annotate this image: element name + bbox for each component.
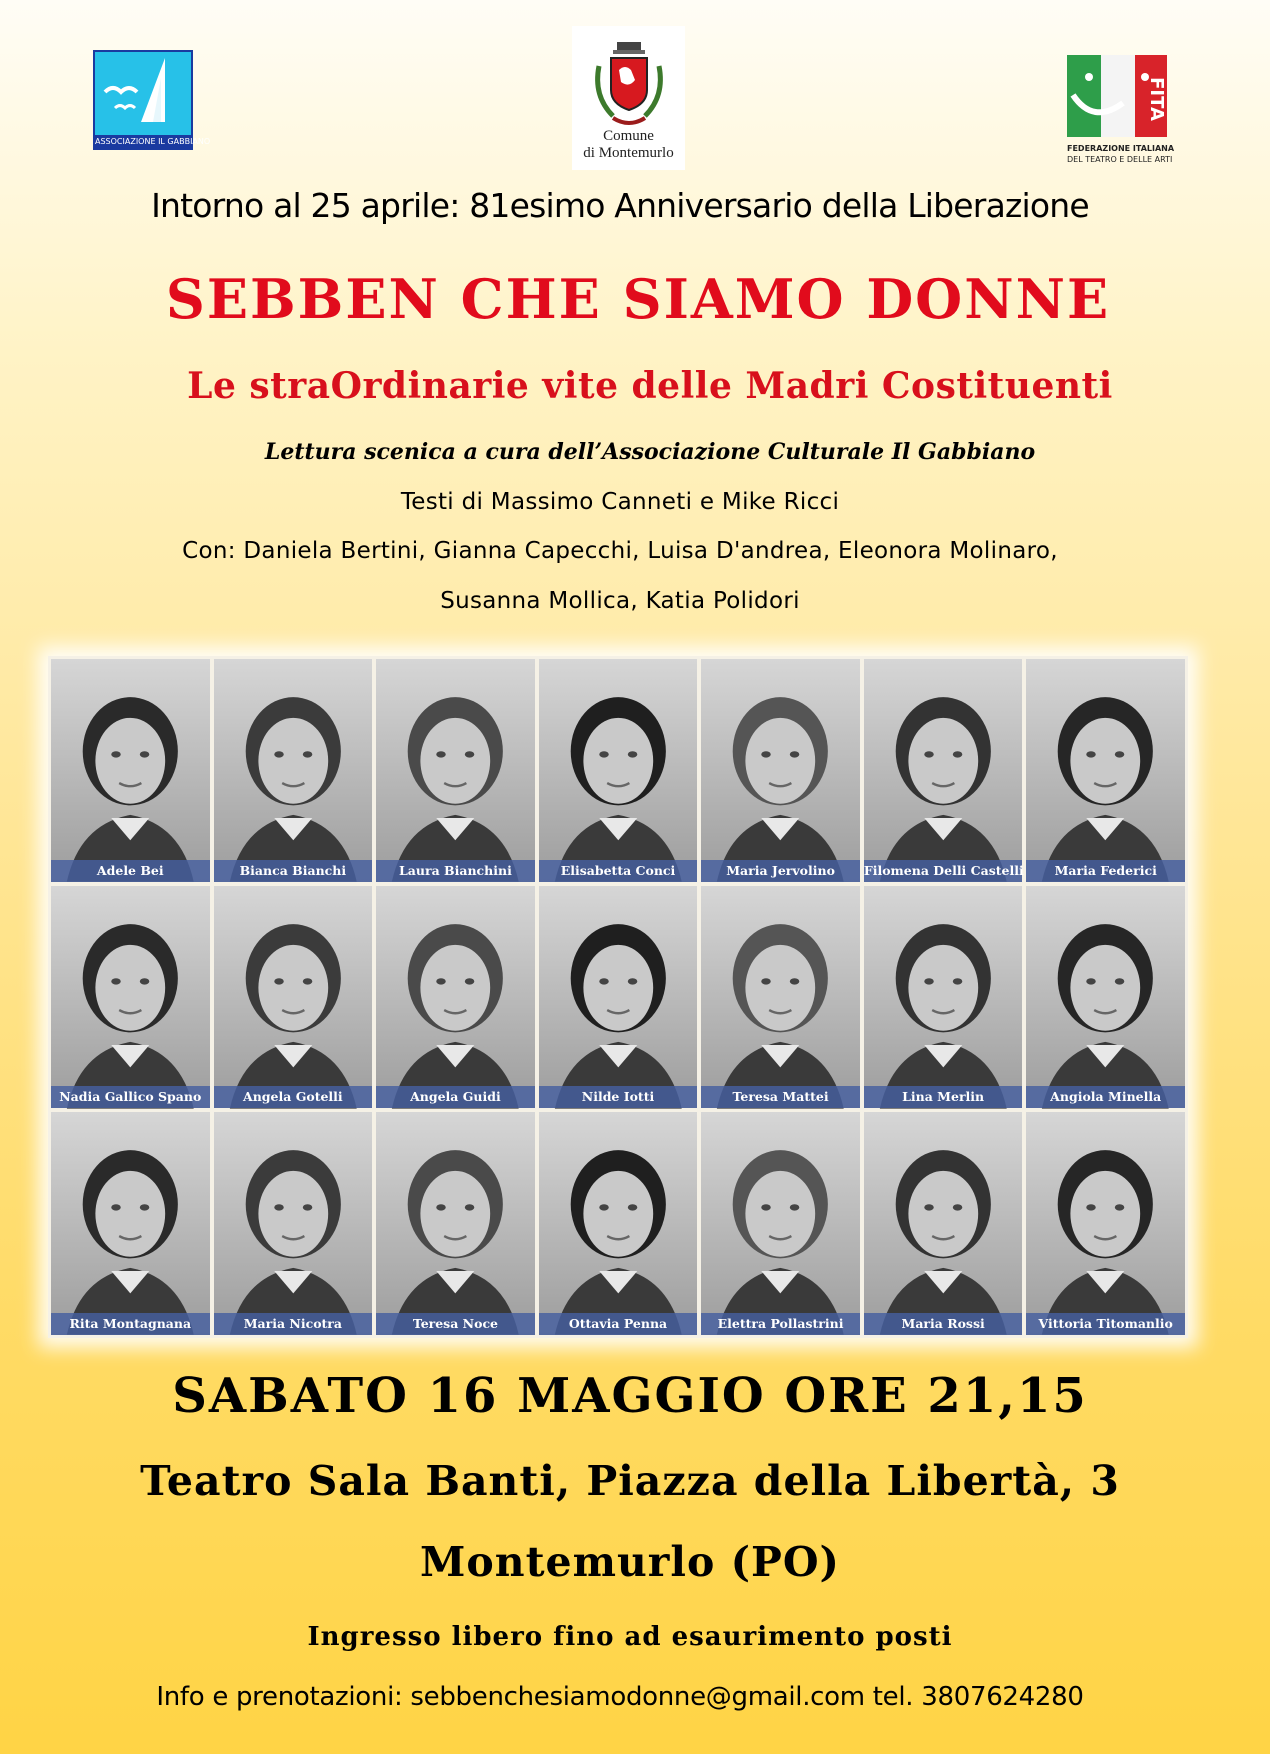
portrait-card: [1026, 659, 1185, 882]
portrait-card: [51, 659, 210, 882]
portrait-card: [864, 659, 1023, 882]
portrait-caption: Angela Gotelli: [214, 1086, 373, 1108]
portrait-card: [864, 1112, 1023, 1335]
cast-line-1: Con: Daniela Bertini, Gianna Capecchi, Luisa D'andrea, Eleonora Molinaro,: [182, 538, 1058, 564]
portrait-card: [1026, 886, 1185, 1109]
portrait-card: [376, 659, 535, 882]
coat-of-arms-icon: [589, 36, 669, 128]
contact-info: Info e prenotazioni: sebbenchesiamodonne@gmail.com tel. 3807624280: [156, 1682, 1084, 1712]
portrait-caption: Laura Bianchini: [376, 860, 535, 882]
portrait-photo: [1026, 886, 1185, 1109]
comune-logo-line2: di Montemurlo: [583, 145, 674, 161]
event-venue: Teatro Sala Banti, Piazza della Libertà, 3: [140, 1457, 1120, 1505]
texts-credit: Testi di Massimo Canneti e Mike Ricci: [400, 489, 840, 515]
portrait-caption: Bianca Bianchi: [214, 860, 373, 882]
portrait-card: [1026, 1112, 1185, 1335]
portrait-caption: Maria Nicotra: [214, 1313, 373, 1335]
portrait-card: [539, 659, 698, 882]
portrait-photo: [376, 1112, 535, 1335]
intro-line: Intorno al 25 aprile: 81esimo Anniversario della Liberazione: [151, 186, 1089, 225]
portrait-photo: [701, 659, 860, 882]
event-date: SABATO 16 MAGGIO ORE 21,15: [172, 1368, 1088, 1424]
portrait-caption: Maria Federici: [1026, 860, 1185, 882]
gabbiano-logo: [93, 50, 211, 150]
fita-mark-icon: [1067, 55, 1167, 139]
portrait-card: [701, 1112, 860, 1335]
fita-logo-line1: FEDERAZIONE ITALIANA: [1067, 144, 1175, 153]
portrait-caption: Teresa Noce: [376, 1313, 535, 1335]
poster-subtitle: Le straOrdinarie vite delle Madri Costituenti: [187, 365, 1113, 407]
portrait-caption: Nadia Gallico Spano: [51, 1086, 210, 1108]
portrait-card: [539, 1112, 698, 1335]
portrait-card: [214, 659, 373, 882]
sailboat-icon: [95, 52, 191, 136]
portrait-photo: [864, 886, 1023, 1109]
event-city: Montemurlo (PO): [420, 1538, 840, 1586]
portrait-caption: Maria Jervolino: [701, 860, 860, 882]
portrait-card: [701, 886, 860, 1109]
portrait-card: [214, 1112, 373, 1335]
fita-logo-line2: DEL TEATRO E DELLE ARTI: [1067, 155, 1173, 164]
poster-title: SEBBEN CHE SIAMO DONNE: [165, 267, 1111, 331]
portrait-caption: Vittoria Titomanlio: [1026, 1313, 1185, 1335]
portrait-photo: [376, 659, 535, 882]
gabbiano-logo-label: ASSOCIAZIONE IL GABBIANO: [95, 137, 211, 146]
portrait-photo: [51, 1112, 210, 1335]
fita-mark-text: FITA: [1146, 77, 1167, 121]
portrait-caption: Teresa Mattei: [701, 1086, 860, 1108]
portrait-photo: [214, 886, 373, 1109]
portrait-photo: [1026, 659, 1185, 882]
portrait-photo: [214, 659, 373, 882]
portrait-photo: [701, 886, 860, 1109]
portrait-photo: [51, 886, 210, 1109]
portrait-caption: Elettra Pollastrini: [701, 1313, 860, 1335]
portrait-caption: Adele Bei: [51, 860, 210, 882]
reading-credit: Lettura scenica a cura dell’Associazione Culturale Il Gabbiano: [264, 439, 1036, 465]
cast-line-2: Susanna Mollica, Katia Polidori: [440, 588, 800, 614]
portrait-grid: [48, 656, 1188, 1338]
portrait-card: [864, 886, 1023, 1109]
admission-note: Ingresso libero fino ad esaurimento posti: [307, 1622, 953, 1652]
portrait-caption: Elisabetta Conci: [539, 860, 698, 882]
portrait-card: [376, 1112, 535, 1335]
portrait-photo: [864, 659, 1023, 882]
portrait-photo: [214, 1112, 373, 1335]
portrait-caption: Nilde Iotti: [539, 1086, 698, 1108]
portrait-photo: [539, 1112, 698, 1335]
portrait-photo: [1026, 1112, 1185, 1335]
portrait-card: [701, 659, 860, 882]
portrait-caption: Angela Guidi: [376, 1086, 535, 1108]
portrait-photo: [51, 659, 210, 882]
fita-logo: [1067, 55, 1175, 165]
comune-logo: [572, 26, 685, 170]
portrait-card: [376, 886, 535, 1109]
portrait-card: [51, 886, 210, 1109]
portrait-photo: [539, 659, 698, 882]
portrait-caption: Rita Montagnana: [51, 1313, 210, 1335]
portrait-card: [214, 886, 373, 1109]
portrait-caption: Ottavia Penna: [539, 1313, 698, 1335]
portrait-caption: Lina Merlin: [864, 1086, 1023, 1108]
portrait-photo: [864, 1112, 1023, 1335]
portrait-photo: [539, 886, 698, 1109]
portrait-caption: Angiola Minella: [1026, 1086, 1185, 1108]
comune-logo-line1: Comune: [603, 128, 654, 144]
portrait-caption: Filomena Delli Castelli: [864, 860, 1023, 882]
portrait-card: [51, 1112, 210, 1335]
portrait-photo: [701, 1112, 860, 1335]
portrait-caption: Maria Rossi: [864, 1313, 1023, 1335]
portrait-photo: [376, 886, 535, 1109]
portrait-card: [539, 886, 698, 1109]
